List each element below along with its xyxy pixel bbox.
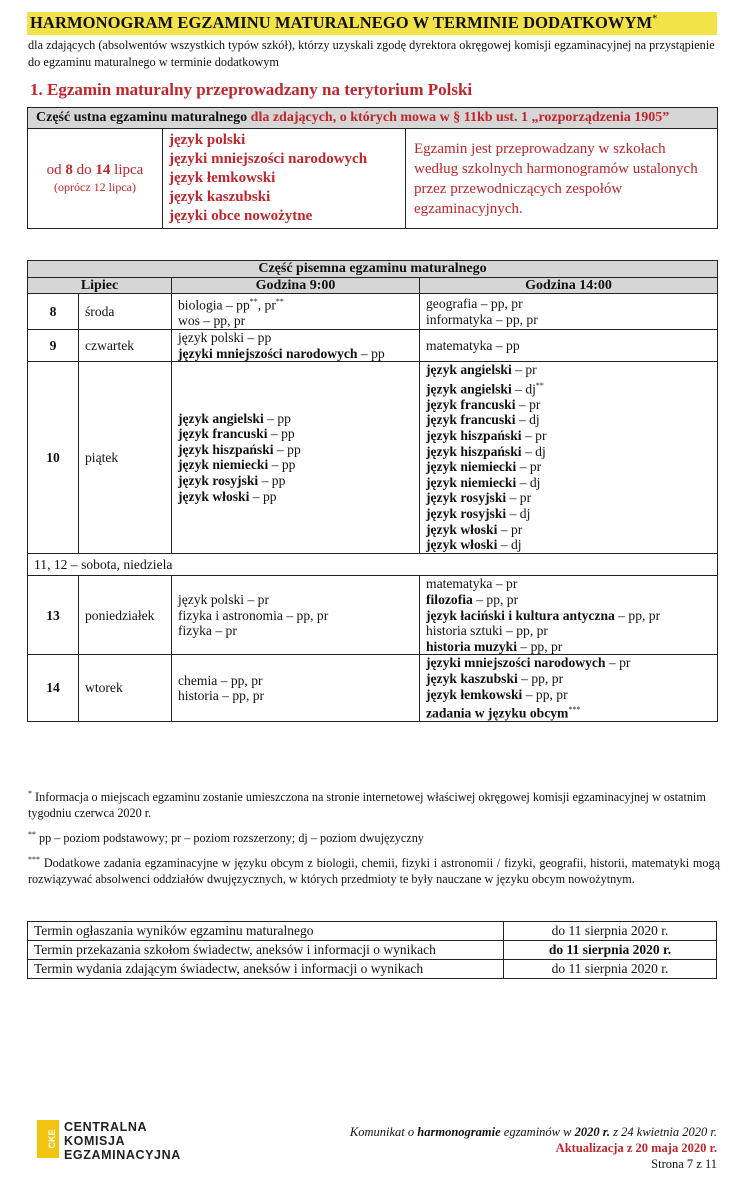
day-number: 8 <box>28 294 79 330</box>
page-footer <box>350 1124 717 1172</box>
footnote-3: *** Dodatkowe zadania egzaminacyjne w języku obcym z biologii, chemii, fizyki i astronomii / fizyki, geografii, historii, matematyki mogą rozwiązywać absolwenci oddziałów dwujęzycznych, w których przedmioty te były nauczane w języku obcym nowożytnym. <box>28 855 721 887</box>
subject-line <box>426 338 711 354</box>
session-14 <box>420 294 718 330</box>
written-header-row <box>28 277 718 294</box>
oral-subjects <box>163 129 406 229</box>
session-9 <box>172 576 420 655</box>
results-date: do 11 sierpnia 2020 r. <box>504 941 717 960</box>
results-row <box>28 941 717 960</box>
footnote-2: ** pp – poziom podstawowy; pr – poziom rozszerzony; dj – poziom dwujęzyczny <box>28 830 424 846</box>
subject-line <box>178 457 413 473</box>
session-14 <box>420 655 718 722</box>
subject-text: zadania w języku obcym <box>426 705 569 721</box>
subject-line <box>426 459 711 475</box>
results-label: Termin przekazania szkołom świadectw, aneksów i informacji o wynikach <box>28 941 504 960</box>
session-14 <box>420 362 718 554</box>
subject-text: język polski – pp <box>178 329 272 345</box>
oral-subject: języki obce nowożytne <box>169 208 313 224</box>
subject-text: , pr <box>257 297 276 313</box>
subject-text: język łaciński i kultura antyczna – pp, pr <box>426 607 661 623</box>
cke-logo-text: CENTRALNA KOMISJA EGZAMINACYJNA <box>64 1120 181 1162</box>
oral-subject: język kaszubski <box>169 189 271 205</box>
footnote-mark: ** <box>535 380 544 390</box>
subject-line <box>178 608 413 624</box>
results-table <box>27 921 717 979</box>
oral-exam-table <box>27 107 718 229</box>
subject-line <box>426 412 711 428</box>
footnote-1: * Informacja o miejscach egzaminu zostanie umieszczona na stronie internetowej właściwej okręgowej komisji egzaminacyjnej w ostatnim tygodniu czerwca 2020 r. <box>28 789 706 821</box>
footnote-mark: *** <box>568 705 581 715</box>
footnotes <box>28 786 720 893</box>
session-9 <box>172 329 420 361</box>
subject-line <box>426 444 711 460</box>
subject-line <box>426 671 711 687</box>
subject-text: biologia – pp <box>178 297 250 313</box>
footnote-mark: ** <box>249 297 258 307</box>
subject-text: matematyka – pr <box>426 576 518 592</box>
subject-line <box>178 473 413 489</box>
weekday: wtorek <box>79 655 172 722</box>
subject-text: język hiszpański – dj <box>426 443 546 459</box>
subject-text: historia – pp, pr <box>178 688 265 704</box>
subject-line <box>426 702 711 721</box>
weekday: poniedziałek <box>79 576 172 655</box>
subject-line <box>178 623 413 639</box>
subject-line <box>178 346 413 362</box>
oral-header-red: dla zdających, o których mowa w § 11kb ust. 1 „rozporządzenia 1905” <box>250 110 670 125</box>
table-row <box>28 553 718 576</box>
subject-text: język niemiecki – pp <box>178 457 296 473</box>
page-number: Strona 7 z 11 <box>651 1157 717 1171</box>
subject-text: język angielski – pp <box>178 410 291 426</box>
subject-text: język włoski – pr <box>426 521 523 537</box>
subject-line <box>178 489 413 505</box>
table-row <box>28 362 718 554</box>
subject-line <box>178 673 413 689</box>
subject-text: język rosyjski – pr <box>426 490 532 506</box>
subject-line <box>426 296 711 312</box>
subject-text: język włoski – pp <box>178 488 277 504</box>
table-row <box>28 576 718 655</box>
subject-text: język rosyjski – pp <box>178 473 286 489</box>
oral-subject: języki mniejszości narodowych <box>169 151 368 167</box>
subject-text: fizyka i astronomia – pp, pr <box>178 607 329 623</box>
subject-text: chemia – pp, pr <box>178 672 263 688</box>
oral-date-note: (oprócz 12 lipca) <box>54 179 136 194</box>
subject-line <box>178 411 413 427</box>
subject-text: język hiszpański – pr <box>426 428 547 443</box>
session-9 <box>172 655 420 722</box>
results-label: Termin ogłaszania wyników egzaminu maturalnego <box>28 922 504 941</box>
subject-line <box>426 397 711 413</box>
subject-text: język niemiecki – dj <box>426 474 541 490</box>
subject-line <box>426 639 711 655</box>
subject-line <box>178 313 413 329</box>
subject-text: język francuski – pp <box>178 426 295 442</box>
day-number: 14 <box>28 655 79 722</box>
cke-logo-icon <box>37 1120 59 1158</box>
svg-text:CKE: CKE <box>47 1129 57 1149</box>
subject-text: języki mniejszości narodowych – pp <box>178 345 385 361</box>
subject-text: język hiszpański – pp <box>178 441 301 457</box>
weekend-note: 11, 12 – sobota, niedziela <box>28 553 718 576</box>
written-exam-table <box>27 260 718 722</box>
subject-line <box>426 608 711 624</box>
session-9 <box>172 362 420 554</box>
subject-text: język niemiecki – pr <box>426 459 542 475</box>
subject-text: filozofia – pp, pr <box>426 591 519 607</box>
subject-line <box>178 330 413 346</box>
subject-line <box>426 506 711 522</box>
subject-text: fizyka – pr <box>178 623 237 639</box>
subject-text: język francuski – pr <box>426 396 541 412</box>
subject-line <box>426 362 711 378</box>
oral-date: od 8 do 14 lipca (oprócz 12 lipca) <box>28 129 163 229</box>
subject-line <box>426 537 711 553</box>
subject-text: język angielski – dj <box>426 381 536 397</box>
session-14 <box>420 329 718 361</box>
subject-line <box>426 490 711 506</box>
weekday: czwartek <box>79 329 172 361</box>
subject-text: język rosyjski – dj <box>426 505 531 521</box>
weekday: piątek <box>79 362 172 554</box>
subject-line <box>178 294 413 313</box>
results-row <box>28 960 717 979</box>
footnote-mark: ** <box>275 297 284 307</box>
intro-text: dla zdających (absolwentów wszystkich typów szkół), którzy uzyskali zgodę dyrektora okręgowej komisji egzaminacyjnej na przystąpienie do egzaminu maturalnego w terminie dodatkowym <box>28 38 715 69</box>
subject-text: historia muzyki – pp, pr <box>426 638 563 654</box>
subject-line <box>426 655 711 671</box>
subject-line <box>426 623 711 639</box>
subject-text: matematyka – pp <box>426 337 520 353</box>
subject-text: język polski – pr <box>178 591 269 607</box>
subject-line <box>178 688 413 704</box>
page-title: HARMONOGRAM EGZAMINU MATURALNEGO W TERMINIE DODATKOWYM* <box>30 13 658 32</box>
oral-header-bold: Część ustna egzaminu maturalnego <box>36 110 248 125</box>
cke-logo-graphic <box>37 1120 59 1158</box>
subject-text: język francuski – dj <box>426 412 540 428</box>
subject-line <box>426 475 711 491</box>
day-number: 10 <box>28 362 79 554</box>
session-9 <box>172 294 420 330</box>
table-row <box>28 329 718 361</box>
subject-text: wos – pp, pr <box>178 313 246 329</box>
subject-line <box>178 592 413 608</box>
oral-note: Egzamin jest przeprowadzany w szkołach według szkolnych harmonogramów ustalonych przez przewodniczących zespołów egzaminacyjnych. <box>406 129 718 229</box>
oral-subject: język łemkowski <box>169 170 276 186</box>
subject-text: geografia – pp, pr <box>426 295 523 311</box>
subject-line <box>426 592 711 608</box>
subject-text: język kaszubski – pp, pr <box>426 670 564 686</box>
col-header-9: Godzina 9:00 <box>172 277 420 294</box>
subject-text: język włoski – dj <box>426 537 522 553</box>
subject-line <box>426 428 711 444</box>
weekday: środa <box>79 294 172 330</box>
written-title-row <box>28 261 718 278</box>
day-number: 9 <box>28 329 79 361</box>
footer-update: Aktualizacja z 20 maja 2020 r. <box>555 1141 717 1155</box>
oral-header <box>28 108 718 129</box>
written-title: Część pisemna egzaminu maturalnego <box>28 261 718 278</box>
subject-line <box>426 312 711 328</box>
subject-text: języki mniejszości narodowych – pr <box>426 655 631 671</box>
results-date: do 11 sierpnia 2020 r. <box>504 960 717 979</box>
table-row <box>28 294 718 330</box>
subject-text: historia sztuki – pp, pr <box>426 623 548 639</box>
day-number: 13 <box>28 576 79 655</box>
col-header-14: Godzina 14:00 <box>420 277 718 294</box>
subject-line <box>426 576 711 592</box>
subject-text: język łemkowski – pp, pr <box>426 686 568 702</box>
section-1-title: 1. Egzamin maturalny przeprowadzany na terytorium Polski <box>30 80 473 99</box>
table-row <box>28 655 718 722</box>
session-14 <box>420 576 718 655</box>
results-label: Termin wydania zdającym świadectw, aneksów i informacji o wynikach <box>28 960 504 979</box>
subject-line <box>178 426 413 442</box>
results-row <box>28 922 717 941</box>
subject-line <box>426 687 711 703</box>
subject-text: informatyka – pp, pr <box>426 311 538 327</box>
oral-subject: język polski <box>169 132 246 148</box>
results-date: do 11 sierpnia 2020 r. <box>504 922 717 941</box>
col-header-month: Lipiec <box>28 277 172 294</box>
subject-line <box>426 522 711 538</box>
footer-announcement: Komunikat o harmonogramie egzaminów w 2020 r. z 24 kwietnia 2020 r. <box>349 1125 717 1139</box>
subject-text: język angielski – pr <box>426 362 537 378</box>
subject-line <box>178 442 413 458</box>
subject-line <box>426 378 711 397</box>
